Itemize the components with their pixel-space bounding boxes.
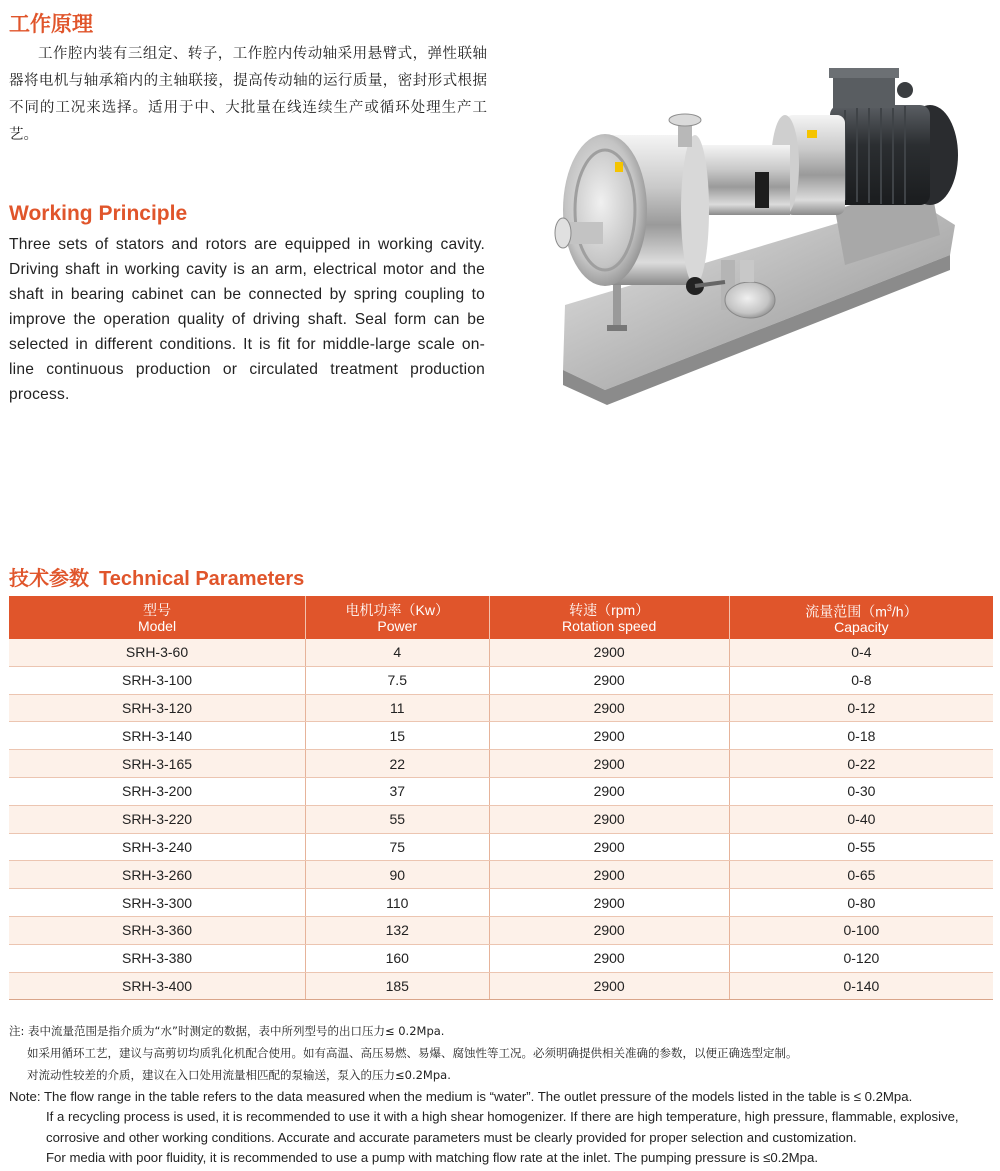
cell-rotation-speed: 2900 xyxy=(489,916,729,944)
cell-power: 37 xyxy=(306,777,489,805)
note-en-line: Note: The flow range in the table refers to the data measured when the medium is “water”. The outlet pressure of the models listed in the table is ≤ 0.2Mpa. xyxy=(9,1089,913,1104)
intro-paragraph-en: Three sets of stators and rotors are equipped in working cavity. Driving shaft in working cavity is an arm, electrical motor and the shaft in bearing cabinet can be connected by spring coupling to improve the operation quality of driving shaft. Seal form can be selected in different conditions. It is fit for middle-large scale on-line continuous production or circulated treatment production process. xyxy=(9,236,485,403)
cell-capacity: 0-65 xyxy=(729,861,993,889)
cell-model: SRH-3-240 xyxy=(9,833,306,861)
cell-power: 15 xyxy=(306,722,489,750)
cell-power: 160 xyxy=(306,944,489,972)
cell-power: 11 xyxy=(306,694,489,722)
params-table-body xyxy=(9,639,993,1000)
header-model: 型号 Model xyxy=(9,596,306,639)
table-row xyxy=(9,750,993,778)
note-zh-line: 如采用循环工艺，建议与高剪切均质乳化机配合使用。如有高温、高压易燃、易爆、腐蚀性等工况。必须明确提供相关准确的参数，以便正确选型定制。 xyxy=(27,1046,798,1060)
cell-model: SRH-3-60 xyxy=(9,639,306,666)
note-en-line: For media with poor fluidity, it is recommended to use a pump with matching flow rate at the inlet. The pumping pressure is ≤0.2Mpa. xyxy=(46,1149,818,1165)
cell-model: SRH-3-300 xyxy=(9,889,306,917)
cell-rotation-speed: 2900 xyxy=(489,861,729,889)
notes-en xyxy=(9,1087,994,1168)
section-title-en: Working Principle xyxy=(9,202,188,225)
table-row xyxy=(9,694,993,722)
cell-model: SRH-3-120 xyxy=(9,694,306,722)
cell-rotation-speed: 2900 xyxy=(489,750,729,778)
cell-rotation-speed: 2900 xyxy=(489,889,729,917)
cell-rotation-speed: 2900 xyxy=(489,694,729,722)
cell-rotation-speed: 2900 xyxy=(489,722,729,750)
cell-power: 7.5 xyxy=(306,666,489,694)
note-en-line: If a recycling process is used, it is recommended to use it with a high shear homogenizer. If there are high temperature, high pressure, flammable, explosive, xyxy=(46,1109,959,1125)
cell-capacity: 0-40 xyxy=(729,805,993,833)
cell-model: SRH-3-360 xyxy=(9,916,306,944)
cell-capacity: 0-80 xyxy=(729,889,993,917)
cell-rotation-speed: 2900 xyxy=(489,833,729,861)
cell-model: SRH-3-380 xyxy=(9,944,306,972)
cell-model: SRH-3-200 xyxy=(9,777,306,805)
section-title-zh: 工作原理 xyxy=(9,12,93,36)
cell-rotation-speed: 2900 xyxy=(489,972,729,1000)
cell-model: SRH-3-400 xyxy=(9,972,306,1000)
cell-capacity: 0-22 xyxy=(729,750,993,778)
header-power: 电机功率（Kw） Power xyxy=(306,596,489,639)
cell-model: SRH-3-165 xyxy=(9,750,306,778)
inline-homogenizer-pump-photo xyxy=(545,60,975,405)
table-row xyxy=(9,833,993,861)
cell-model: SRH-3-140 xyxy=(9,722,306,750)
cell-power: 132 xyxy=(306,916,489,944)
cell-rotation-speed: 2900 xyxy=(489,944,729,972)
params-table xyxy=(9,596,993,1000)
notes-zh xyxy=(9,1020,994,1086)
cell-model: SRH-3-220 xyxy=(9,805,306,833)
table-row xyxy=(9,889,993,917)
cell-capacity: 0-18 xyxy=(729,722,993,750)
cell-power: 90 xyxy=(306,861,489,889)
table-row xyxy=(9,972,993,1000)
cell-power: 110 xyxy=(306,889,489,917)
cell-rotation-speed: 2900 xyxy=(489,666,729,694)
table-row xyxy=(9,944,993,972)
cell-capacity: 0-8 xyxy=(729,666,993,694)
table-row xyxy=(9,777,993,805)
cell-model: SRH-3-100 xyxy=(9,666,306,694)
table-row xyxy=(9,666,993,694)
cell-capacity: 0-140 xyxy=(729,972,993,1000)
cell-capacity: 0-100 xyxy=(729,916,993,944)
header-capacity: 流量范围$(m^3/h)$ Capacity xyxy=(729,596,993,639)
note-zh-line: 注: 表中流量范围是指介质为“水”时测定的数据，表中所列型号的出口压力≤ 0.2Mpa. xyxy=(9,1024,445,1038)
cell-capacity: 0-4 xyxy=(729,639,993,666)
cell-capacity: 0-30 xyxy=(729,777,993,805)
params-section-title xyxy=(9,562,314,591)
params-header-row xyxy=(9,596,993,639)
cell-rotation-speed: 2900 xyxy=(489,777,729,805)
note-en-line: corrosive and other working conditions. Accurate and accurate parameters must be clearly provided for proper selection and customization. xyxy=(46,1129,857,1145)
cell-power: 4 xyxy=(306,639,489,666)
params-title-zh: 技术参数 xyxy=(9,568,89,590)
cell-model: SRH-3-260 xyxy=(9,861,306,889)
params-title-en: Technical Parameters xyxy=(99,568,305,590)
table-row xyxy=(9,861,993,889)
cell-capacity: 0-120 xyxy=(729,944,993,972)
cell-rotation-speed: 2900 xyxy=(489,639,729,666)
cell-capacity: 0-55 xyxy=(729,833,993,861)
header-rotation-speed: 转速（rpm） Rotation speed xyxy=(489,596,729,639)
cell-power: 22 xyxy=(306,750,489,778)
cell-capacity: 0-12 xyxy=(729,694,993,722)
cell-power: 55 xyxy=(306,805,489,833)
cell-rotation-speed: 2900 xyxy=(489,805,729,833)
note-zh-line: 对流动性较差的介质，建议在入口处用流量相匹配的泵输送，泵入的压力≤0.2Mpa. xyxy=(27,1068,451,1082)
table-row xyxy=(9,722,993,750)
table-row xyxy=(9,805,993,833)
cell-power: 75 xyxy=(306,833,489,861)
intro-paragraph-zh: 工作腔内装有三组定、转子，工作腔内传动轴采用悬臂式，弹性联轴器将电机与轴承箱内的主轴联接，提高传动轴的运行质量，密封形式根据不同的工况来选择。适用于中、大批量在线连续生产或循环处理生产工艺。 xyxy=(9,46,487,143)
table-row xyxy=(9,639,993,666)
cell-power: 185 xyxy=(306,972,489,1000)
table-row xyxy=(9,916,993,944)
